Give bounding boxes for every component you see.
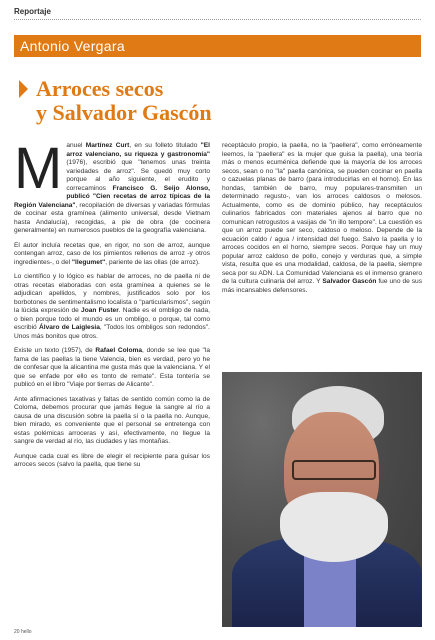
text: receptáculo propio, la paella, no la "paellera", como erróneamente leemos, la "paellera" es la mujer que guisa la paella), una teoría más o menos ecuménica defiende que la mayoría de los arroces secos, sean o no "la" paella canónica, se pueden cocinar en paella o cazuelas planas de barro (para introducirlas en el horno). En las hondas, también de barro, muy populares-transmiten un determinado regusto-, van los arroces caldosos o melosos. Actualmente, como es de dominio público, hay receptáculos culinarios fabricados con materiales ajenos al barro que no comunican retrogustos a vasijas de "in illo tempore". La cuestión es que un arroz puede ser seco, caldoso o meloso. Depende de la ecuación caldo / agua / intensidad del fuego. Salvo la paella y lo arroces cocidos en el horno, siempre secos. Porque hay un muy popular arroz caldoso de pollo, conejo y verduras que, a simple vista, resulta que es una modalidad, caldosa, de la paella, siempre seca por su ADN. La Comunidad Valenciana es el inmenso granero de la cultura culinaria del arroz. Y [222,142,422,285]
dish-name: "llegumet" [71,258,106,266]
paragraph-4 [14,347,210,390]
article-title [36,77,336,125]
text: , "Todos los ombligos son redondos". Unos más bonitos que otros. [14,324,210,340]
photo-glasses [292,460,376,480]
person-name: Joan Fuster [81,307,119,314]
person-name: Francisco G. Seijo Alonso, publicó "Cien recetas de arroz típicas de la Región Valenciana" [14,184,210,209]
person-name: Rafael Coloma [95,347,143,354]
person-name: Martínez Curt [85,142,130,149]
person-name: Salvador Gascón [322,278,377,285]
text: anuel [66,142,86,149]
column-right [222,142,422,301]
page-footer: 20 hello [14,629,32,635]
column-left [14,136,210,476]
text: El autor incluía recetas que, en rigor, no son de arroz, aunque contengan arroz, caso de los pimientos rellenos de arroz -y otros ingredientes-, o del [14,241,210,266]
author-name: Antonio Vergara [20,38,125,54]
text: (1976), escribió que "tenemos unas treinta variedades de arroz". Se quedó muy corto porque al año siguiente, el erudito y correcaminos [66,159,210,192]
top-divider [14,19,421,20]
text: , recopilación de diversas y variadas fórmulas de cocinar esta gramínea (alimento universal, desde Vietnam hasta Andalucía), recogidas, a pie de obra (de cocinera generalmente) en numerosos pueblos de la geografía valenciana. [14,201,210,234]
photo-beard [280,492,388,562]
person-name: Álvaro de Laiglesia [38,324,100,331]
paragraph-5: Ante afirmaciones taxativas y faltas de sentido común como la de Coloma, debemos procurar que jamás llegue la sangre al río a causa de una discusión sobre la paella sí o la paella no. Aunque, bien mirado, es conveniente que el personal se entretenga con estas polémicas arroceras y así, efectivamente, no llegue la sangre de verdad al río, las ciudades y las montañas. [14,395,210,445]
portrait-photo [222,372,422,627]
text: fue uno de sus más incansables defensores. [222,278,423,294]
text: , pariente de las ollas (de arroz). [105,258,200,266]
drop-cap: M [14,136,63,201]
text: Existe un texto (1957), de [14,347,96,354]
text: Lo científico y lo lógico es hablar de arroces, no de paella ni de otras recetas elaboradas con esta gramínea a quienes se le adjudican apellidos, y nombres, justificados solo por los borbotones de sentimentalismo localista o "particularismos", según la lúcida expresión de [14,273,210,314]
paragraph-7 [222,142,422,295]
book-title: "El arroz valenciano, su riqueza y gastronomía" [66,142,210,158]
paragraph-1 [14,136,210,236]
text: , en su folleto titulado [129,142,201,149]
title-arrow-icon [19,80,28,98]
title-line-1: Arroces secos [36,76,164,101]
text: . Nadie es el ombligo de nada, o bien porque todo el mundo es un ombligo, o porque, tal como escribió [14,307,210,331]
section-label: Reportaje [14,7,51,16]
paragraph-2 [14,242,210,268]
paragraph-3 [14,273,210,341]
text: , donde se lee que "la fama de las paellas la tiene Valencia, bien es verdad, pero yo he de confesar que la alicantina me gusta más que la valenciana. Y el que se enfade por ello es tonto de remate". Esta tontería se publicó en el libro "Viaje por tierras de Alicante". [14,347,210,388]
paragraph-6: Aunque cada cual es libre de elegir el recipiente para guisar los arroces secos (salvo la paella, que tiene su [14,452,210,468]
title-line-2: y Salvador Gascón [36,100,212,125]
author-bar [14,35,421,57]
